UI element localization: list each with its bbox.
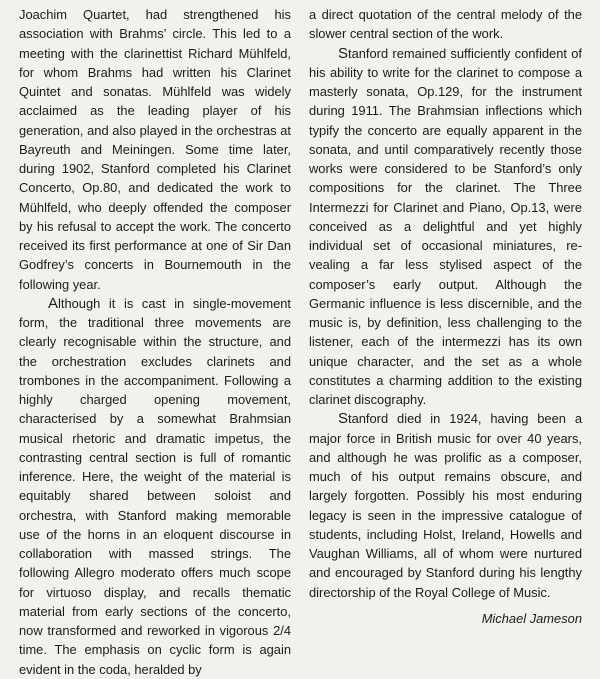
paragraph-concerto-origin: Joachim Quartet, had strengthened his association with Brahms’ circle. This led to a meeting with the clarinettist Richard Mühlfeld, for whom Brahms had written his Clarinet Quintet and sonatas. Mühlfeld was widely acclaimed as the leading player of his generation, and also played in the orchestras at Bayreuth and Meiningen. Some time later, during 1902, Stanford completed his Clarinet Concerto, Op.80, and dedicated the work to Mühlfeld, who deeply offended the composer by his refusal to accept the work. The concerto received its first performance at one of Sir Dan Godfrey’s concerts in Bournemouth in the following year. bbox=[19, 7, 291, 292]
drop-initial: S bbox=[338, 44, 349, 62]
drop-initial: A bbox=[48, 294, 59, 312]
paragraph-concerto-coda: a direct quotation of the central melody of the slower central section of the work. bbox=[309, 7, 582, 42]
paragraph-clarinet-works bbox=[309, 44, 582, 410]
left-column bbox=[19, 5, 291, 679]
paragraph-text: tanford remained sufficiently confident of his ability to write for the clarinet to compose a masterly sonata, Op.129, for the instrument during 1911. The Brahmsian inflections which typify the concerto are equally apparent in the sonata, and until comparatively recently those works were considered to be Stanford’s only compositions for the clarinet. The Three Intermezzi for Clarinet and Piano, Op.13, were conceived as a delightful and yet highly individual set of occasional miniatures, revealing a far less stylised aspect of the composer’s early output. Although the Germanic influence is less discernible, and the music is, by definition, less challenging to the listener, each of the intermezzi has its own unique character, and the set as a whole constitutes a charming addition to the existing clarinet discography. bbox=[309, 45, 582, 407]
paragraph-legacy bbox=[309, 409, 582, 602]
paragraph-concerto-structure bbox=[19, 294, 291, 679]
paragraph-text: lthough it is cast in single-movement form, the traditional three movements are clearly recognisable within the structure, and the orchestration excludes clarinets and trombones in the accompaniment. Following a highly charged opening movement, characterised by a somewhat Brahmsian musical rhetoric and dramatic impetus, the contrasting central section is full of romantic inference. Here, the weight of the material is equitably shared between soloist and orchestra, with Stanford making memorable use of the horns in an eloquent discourse in collaboration with massed strings. The following Allegro moderato offers much scope for virtuoso display, and recalls thematic material from early sections of the concerto, now transformed and reworked in vigorous 2/4 time. The emphasis on cyclic form is again evident in the coda, heralded by bbox=[19, 295, 291, 677]
drop-initial: S bbox=[338, 410, 349, 428]
paragraph-text: tanford died in 1924, having been a major force in British music for over 40 years, and although he was prolific as a composer, much of his output remains obscure, and largely forgotten. Possibly his most enduring legacy is seen in the impressive catalogue of students, including Holst, Ireland, Howells and Vaughan Williams, all of whom were nurtured and encouraged by Stanford during his lengthy directorship of the Royal College of Music. bbox=[309, 411, 582, 600]
author-signature: Michael Jameson bbox=[481, 610, 582, 626]
right-column bbox=[309, 5, 582, 628]
